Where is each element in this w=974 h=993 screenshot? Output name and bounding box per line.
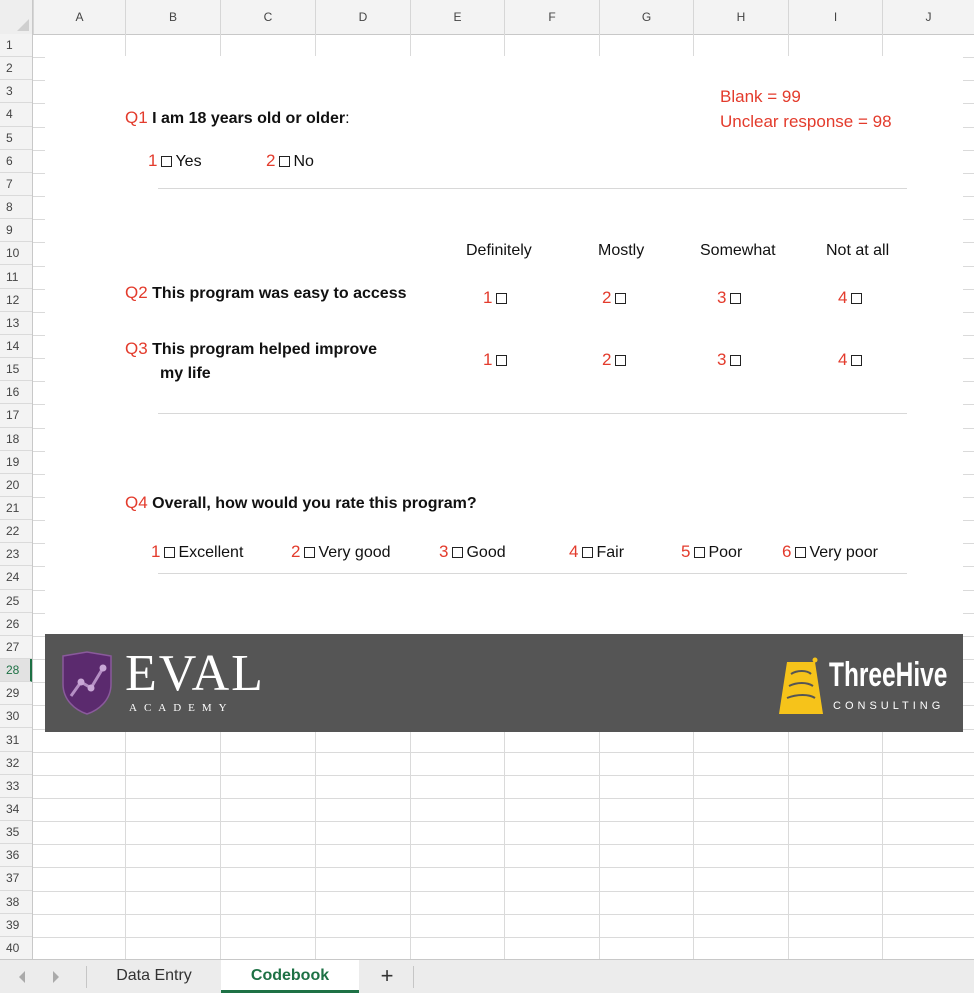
- q4-text: Overall, how would you rate this program?: [152, 495, 477, 512]
- q1-option-no: [266, 151, 314, 171]
- row-header-25[interactable]: 25: [0, 590, 32, 613]
- row-header-24[interactable]: 24: [0, 566, 32, 589]
- row-gridline: [33, 937, 974, 938]
- q1-text: I am 18 years old or older: [152, 110, 346, 127]
- q3-option-4: [838, 350, 865, 370]
- row-gridline: [33, 867, 974, 868]
- checkbox[interactable]: [452, 547, 463, 558]
- option-code: 6: [782, 542, 792, 561]
- tab-separator: [413, 966, 414, 988]
- row-header-15[interactable]: 15: [0, 358, 32, 381]
- eval-academy-shield-icon: [57, 650, 117, 716]
- column-header-e[interactable]: E: [410, 0, 504, 34]
- q3-text-line2: my life: [160, 365, 211, 382]
- row-header-40[interactable]: 40: [0, 937, 32, 960]
- threehive-hive-icon: [777, 654, 825, 716]
- row-header-2[interactable]: 2: [0, 57, 32, 80]
- option-code: 3: [717, 350, 727, 369]
- row-gridline: [33, 798, 974, 799]
- row-header-19[interactable]: 19: [0, 451, 32, 474]
- q2-option-2: [602, 288, 629, 308]
- q1-colon: :: [345, 110, 350, 127]
- q4-option-very-poor: [782, 542, 878, 562]
- row-header-26[interactable]: 26: [0, 613, 32, 636]
- column-header-c[interactable]: C: [220, 0, 315, 34]
- q1-option-yes: [148, 151, 202, 171]
- scale-header-definitely: Definitely: [466, 242, 532, 259]
- checkbox[interactable]: [851, 355, 862, 366]
- row-header-31[interactable]: 31: [0, 729, 32, 752]
- q1-number: Q1: [125, 108, 148, 127]
- row-header-33[interactable]: 33: [0, 775, 32, 798]
- row-header-34[interactable]: 34: [0, 798, 32, 821]
- q1-row: [125, 108, 350, 128]
- option-code: 1: [483, 288, 493, 307]
- scale-header-not-at-all: Not at all: [826, 242, 890, 259]
- eval-logo-text: EVAL: [125, 645, 265, 702]
- option-label: No: [293, 153, 314, 170]
- checkbox[interactable]: [279, 156, 290, 167]
- option-label: Poor: [708, 544, 743, 561]
- q4-row: [125, 493, 477, 513]
- row-header-11[interactable]: 11: [0, 266, 32, 289]
- row-header-bar: [0, 34, 33, 959]
- divider: [158, 413, 907, 414]
- column-header-bar: [0, 0, 974, 35]
- divider: [158, 188, 907, 189]
- option-code: 1: [483, 350, 493, 369]
- scroll-right-icon[interactable]: [50, 970, 62, 984]
- q3-text-line1: This program helped improve: [152, 341, 378, 358]
- column-header-h[interactable]: H: [693, 0, 788, 34]
- row-header-21[interactable]: 21: [0, 497, 32, 520]
- option-code: 2: [602, 288, 612, 307]
- option-code: 5: [681, 542, 691, 561]
- threehive-logo-text: [829, 656, 947, 694]
- q4-option-good: [439, 542, 506, 562]
- row-header-9[interactable]: 9: [0, 219, 32, 242]
- row-header-38[interactable]: 38: [0, 891, 32, 914]
- checkbox[interactable]: [304, 547, 315, 558]
- checkbox[interactable]: [582, 547, 593, 558]
- q4-option-very-good: [291, 542, 391, 562]
- row-gridline: [33, 775, 974, 776]
- column-header-a[interactable]: A: [33, 0, 125, 34]
- row-header-7[interactable]: 7: [0, 173, 32, 196]
- row-header-5[interactable]: 5: [0, 127, 32, 150]
- column-header-j[interactable]: J: [882, 0, 974, 34]
- row-header-4[interactable]: 4: [0, 103, 32, 126]
- q2-option-1: [483, 288, 510, 308]
- divider: [158, 573, 907, 574]
- row-header-8[interactable]: 8: [0, 196, 32, 219]
- checkbox[interactable]: [694, 547, 705, 558]
- row-header-6[interactable]: 6: [0, 150, 32, 173]
- option-label: Good: [466, 544, 506, 561]
- q3-option-3: [717, 350, 744, 370]
- option-code: 4: [838, 350, 848, 369]
- q3-option-2: [602, 350, 629, 370]
- option-code: 4: [569, 542, 579, 561]
- row-header-37[interactable]: 37: [0, 867, 32, 890]
- option-code: 3: [439, 542, 449, 561]
- q2-number: Q2: [125, 283, 148, 302]
- select-all-corner[interactable]: [0, 0, 33, 34]
- row-header-18[interactable]: 18: [0, 428, 32, 451]
- row-header-28[interactable]: 28: [0, 659, 32, 682]
- option-label: Yes: [175, 153, 202, 170]
- sheet-tab-bar: [0, 959, 974, 993]
- row-header-35[interactable]: 35: [0, 821, 32, 844]
- footer-banner: [45, 634, 963, 732]
- row-gridline: [33, 891, 974, 892]
- row-gridline: [33, 914, 974, 915]
- q4-number: Q4: [125, 493, 148, 512]
- column-header-b[interactable]: B: [125, 0, 220, 34]
- row-header-36[interactable]: 36: [0, 844, 32, 867]
- row-header-10[interactable]: 10: [0, 242, 32, 265]
- row-gridline: [33, 844, 974, 845]
- checkbox[interactable]: [615, 293, 626, 304]
- row-header-32[interactable]: 32: [0, 752, 32, 775]
- column-header-f[interactable]: F: [504, 0, 599, 34]
- q4-option-poor: [681, 542, 742, 562]
- row-header-14[interactable]: 14: [0, 335, 32, 358]
- q3-option-1: [483, 350, 510, 370]
- scale-header-somewhat: Somewhat: [700, 242, 776, 259]
- academy-logo-text: ACADEMY: [129, 702, 234, 714]
- q3-row: [125, 339, 377, 359]
- option-code: 2: [291, 542, 301, 561]
- row-header-12[interactable]: 12: [0, 289, 32, 312]
- checkbox[interactable]: [161, 156, 172, 167]
- column-header-g[interactable]: G: [599, 0, 693, 34]
- row-header-22[interactable]: 22: [0, 520, 32, 543]
- option-label: Very good: [318, 544, 391, 561]
- row-header-29[interactable]: 29: [0, 682, 32, 705]
- option-code: 2: [602, 350, 612, 369]
- row-gridline: [33, 821, 974, 822]
- scale-header-mostly: Mostly: [598, 242, 645, 259]
- option-code: 2: [266, 151, 276, 170]
- row-header-30[interactable]: 30: [0, 705, 32, 728]
- row-header-17[interactable]: 17: [0, 404, 32, 427]
- row-header-1[interactable]: 1: [0, 34, 32, 57]
- checkbox[interactable]: [615, 355, 626, 366]
- q2-text: This program was easy to access: [152, 285, 407, 302]
- checkbox[interactable]: [164, 547, 175, 558]
- option-label: Very poor: [809, 544, 878, 561]
- option-code: 3: [717, 288, 727, 307]
- row-gridline: [33, 752, 974, 753]
- q2-option-4: [838, 288, 865, 308]
- column-header-d[interactable]: D: [315, 0, 410, 34]
- row-header-3[interactable]: 3: [0, 80, 32, 103]
- option-code: 1: [148, 151, 158, 170]
- tab-data-entry[interactable]: Data Entry: [116, 967, 192, 984]
- checkbox[interactable]: [795, 547, 806, 558]
- row-header-27[interactable]: 27: [0, 636, 32, 659]
- codebook-form: [45, 56, 963, 634]
- q4-option-excellent: [151, 542, 243, 562]
- checkbox[interactable]: [730, 293, 741, 304]
- checkbox[interactable]: [730, 355, 741, 366]
- q4-option-fair: [569, 542, 624, 562]
- tab-codebook[interactable]: Codebook: [221, 960, 359, 993]
- scroll-left-icon[interactable]: [16, 970, 28, 984]
- checkbox[interactable]: [851, 293, 862, 304]
- checkbox[interactable]: [496, 355, 507, 366]
- threehive-name: ThreeHive: [829, 656, 948, 694]
- option-code: 4: [838, 288, 848, 307]
- q2-option-3: [717, 288, 744, 308]
- option-label: Excellent: [178, 544, 244, 561]
- column-header-i[interactable]: I: [788, 0, 882, 34]
- q2-row: [125, 283, 406, 303]
- row-header-13[interactable]: 13: [0, 312, 32, 335]
- blank-code-note: Blank = 99: [720, 87, 801, 106]
- checkbox[interactable]: [496, 293, 507, 304]
- consulting-logo-text: CONSULTING: [833, 700, 945, 712]
- q3-number: Q3: [125, 339, 148, 358]
- option-label: Fair: [596, 544, 625, 561]
- add-sheet-button[interactable]: +: [380, 963, 394, 988]
- option-code: 1: [151, 542, 161, 561]
- row-header-39[interactable]: 39: [0, 914, 32, 937]
- row-header-16[interactable]: 16: [0, 381, 32, 404]
- row-header-20[interactable]: 20: [0, 474, 32, 497]
- row-header-23[interactable]: 23: [0, 543, 32, 566]
- unclear-code-note: Unclear response = 98: [720, 112, 892, 131]
